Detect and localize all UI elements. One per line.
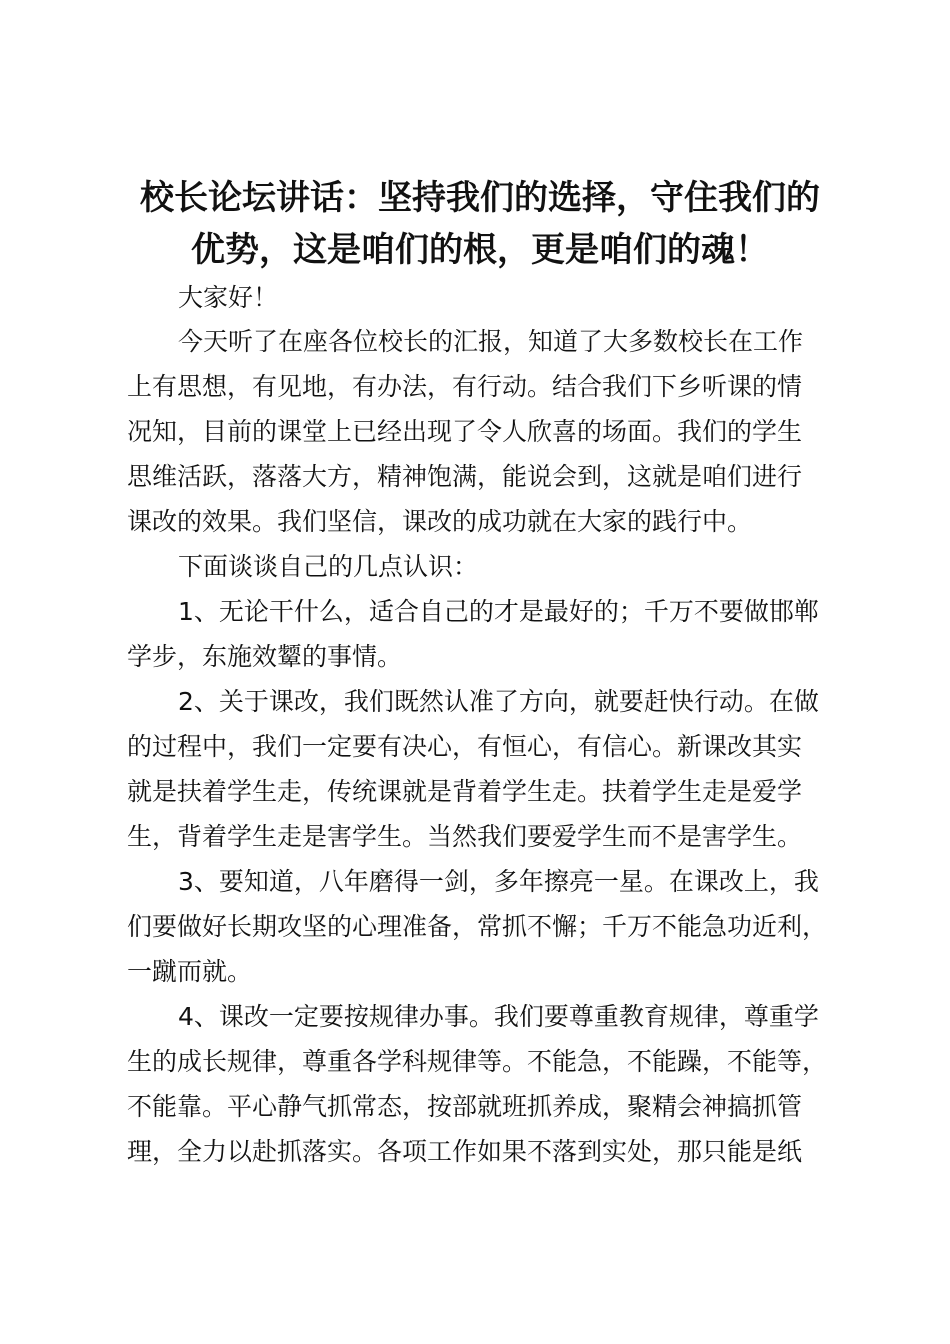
paragraph-line: 况知，目前的课堂上已经出现了令人欣喜的场面。我们的学生	[127, 417, 803, 446]
paragraph-line: 3、要知道，八年磨得一剑，多年擦亮一星。在课改上，我	[178, 867, 819, 896]
paragraph-line: 们要做好长期攻坚的心理准备，常抓不懈；千万不能急功近利，	[127, 912, 828, 941]
paragraph-line: 4、课改一定要按规律办事。我们要尊重教育规律，尊重学	[178, 1002, 819, 1031]
paragraph-line: 生，背着学生走是害学生。当然我们要爱学生而不是害学生。	[127, 822, 803, 851]
paragraph-line: 不能靠。平心静气抓常态，按部就班抓养成，聚精会神搞抓管	[127, 1092, 803, 1121]
paragraph-line: 学步，东施效颦的事情。	[127, 642, 403, 671]
document-title-line-2: 优势，这是咱们的根，更是咱们的魂！	[191, 230, 769, 270]
paragraph-line: 下面谈谈自己的几点认识：	[178, 552, 479, 581]
paragraph-line: 的过程中，我们一定要有决心，有恒心，有信心。新课改其实	[127, 732, 803, 761]
paragraph-line: 课改的效果。我们坚信，课改的成功就在大家的践行中。	[127, 507, 753, 536]
paragraph-line: 理，全力以赴抓落实。各项工作如果不落到实处，那只能是纸	[127, 1137, 803, 1166]
paragraph-line: 1、无论干什么，适合自己的才是最好的；千万不要做邯郸	[178, 597, 819, 626]
paragraph-line: 生的成长规律，尊重各学科规律等。不能急，不能躁，不能等，	[127, 1047, 828, 1076]
paragraph-line: 2、关于课改，我们既然认准了方向，就要赶快行动。在做	[178, 687, 819, 716]
paragraph-line: 今天听了在座各位校长的汇报，知道了大多数校长在工作	[178, 327, 804, 356]
paragraph-line: 思维活跃，落落大方，精神饱满，能说会到，这就是咱们进行	[127, 462, 803, 491]
paragraph-line: 一蹴而就。	[127, 957, 253, 986]
document-title-line-1: 校长论坛讲话：坚持我们的选择，守住我们的	[140, 178, 820, 218]
paragraph-line: 上有思想，有见地，有办法，有行动。结合我们下乡听课的情	[127, 372, 803, 401]
paragraph-line: 就是扶着学生走，传统课就是背着学生走。扶着学生走是爱学	[127, 777, 803, 806]
greeting-line: 大家好！	[178, 283, 279, 312]
